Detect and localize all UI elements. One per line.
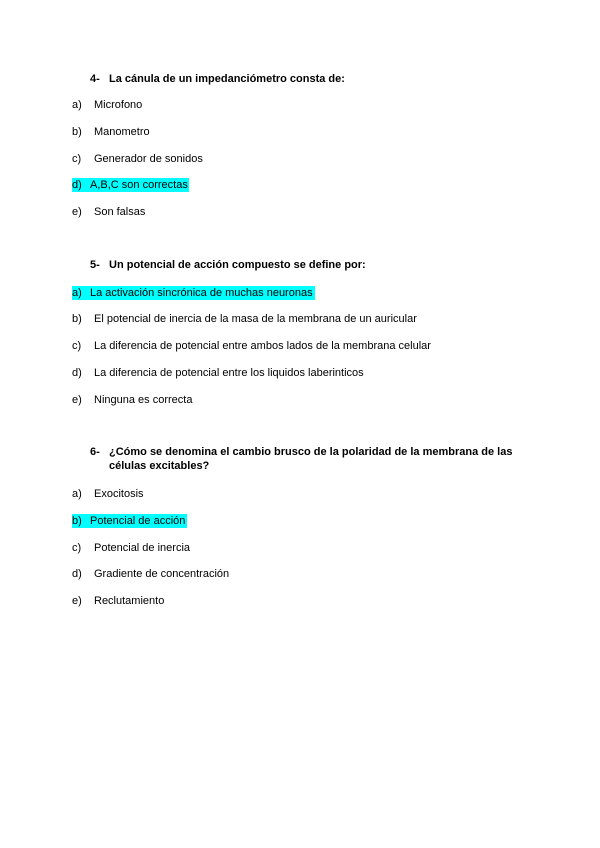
option-text: A,B,C son correctas bbox=[90, 179, 188, 191]
question-text: Un potencial de acción compuesto se define por: bbox=[109, 259, 366, 271]
option-letter: a) bbox=[72, 287, 82, 299]
option-text: Manometro bbox=[94, 126, 150, 138]
option-letter: a) bbox=[72, 99, 82, 111]
question-number: 6- bbox=[90, 446, 100, 458]
option-text: Reclutamiento bbox=[94, 595, 165, 607]
option-text: Potencial de inercia bbox=[94, 542, 191, 554]
option-letter: b) bbox=[72, 126, 82, 138]
option-text: El potencial de inercia de la masa de la membrana de un auricular bbox=[94, 313, 417, 325]
option-letter: b) bbox=[72, 515, 82, 527]
option-letter: c) bbox=[72, 153, 82, 165]
question-5-title bbox=[90, 258, 530, 272]
option-text: La diferencia de potencial entre los liquidos laberinticos bbox=[94, 367, 364, 379]
option-letter: d) bbox=[72, 179, 82, 191]
option-letter: b) bbox=[72, 313, 82, 325]
question-4-title bbox=[90, 72, 530, 86]
option-text: Ninguna es correcta bbox=[94, 394, 193, 406]
option-letter: c) bbox=[72, 340, 82, 352]
option-letter: e) bbox=[72, 595, 82, 607]
option-text: Generador de sonidos bbox=[94, 153, 203, 165]
option-text: Son falsas bbox=[94, 206, 146, 218]
option-text: La activación sincrónica de muchas neuronas bbox=[90, 287, 313, 299]
option-letter: d) bbox=[72, 367, 82, 379]
question-text: La cánula de un impedanciómetro consta de: bbox=[109, 73, 345, 85]
option-letter: e) bbox=[72, 206, 82, 218]
option-text: La diferencia de potencial entre ambos lados de la membrana celular bbox=[94, 340, 431, 352]
option-letter: d) bbox=[72, 568, 82, 580]
option-5a[interactable] bbox=[72, 286, 315, 300]
question-number: 4- bbox=[90, 73, 100, 85]
question-number: 5- bbox=[90, 259, 100, 271]
option-letter: c) bbox=[72, 542, 82, 554]
option-6b[interactable] bbox=[72, 514, 187, 528]
option-text: Microfono bbox=[94, 99, 143, 111]
option-4d[interactable] bbox=[72, 178, 189, 192]
question-6-title bbox=[90, 445, 530, 473]
option-text: Exocitosis bbox=[94, 488, 144, 500]
question-text: ¿Cómo se denomina el cambio brusco de la polaridad de la membrana de las células excitables? bbox=[109, 446, 513, 472]
option-letter: e) bbox=[72, 394, 82, 406]
option-text: Gradiente de concentración bbox=[94, 568, 230, 580]
option-text: Potencial de acción bbox=[90, 515, 186, 527]
option-letter: a) bbox=[72, 488, 82, 500]
